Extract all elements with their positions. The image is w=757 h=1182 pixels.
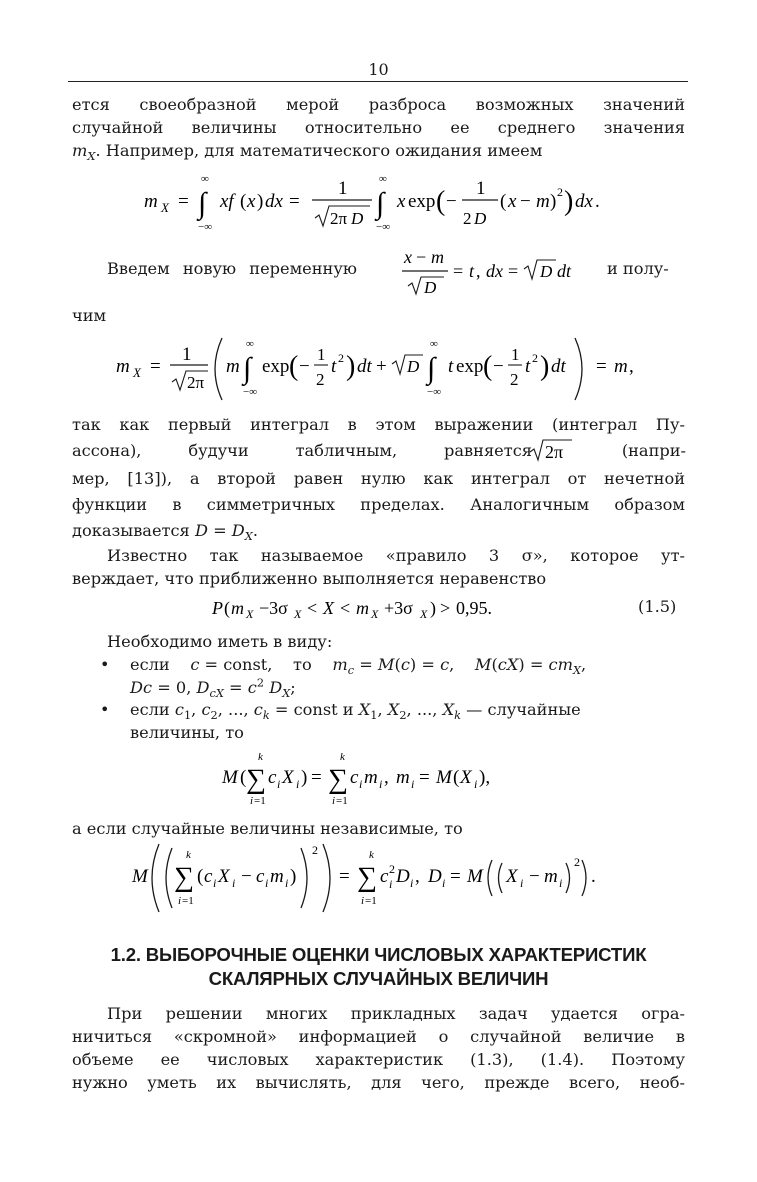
svg-text:∑: ∑ [328, 764, 348, 795]
svg-text:dx: dx [265, 191, 283, 212]
equation-number: (1.5) [638, 597, 677, 616]
svg-text:2: 2 [389, 862, 395, 876]
svg-text:i: i [474, 777, 478, 791]
svg-text:=1: =1 [182, 895, 194, 907]
svg-text:X: X [161, 200, 169, 215]
svg-text:0,95.: 0,95. [456, 598, 492, 618]
svg-text:i: i [332, 795, 336, 807]
svg-text:X: X [133, 365, 141, 380]
svg-text:i: i [285, 876, 289, 890]
svg-text:∑: ∑ [357, 862, 377, 893]
svg-text:−: − [299, 356, 310, 377]
equation-three-sigma [208, 592, 568, 624]
svg-text:t: t [331, 356, 337, 377]
svg-text:k: k [186, 849, 191, 861]
svg-text:2: 2 [574, 855, 580, 869]
text-line: ничиться «скромной» информацией о случайной величие в [72, 1027, 685, 1046]
svg-text:c: c [256, 866, 265, 887]
svg-text:=: = [419, 767, 430, 788]
text-line: $m_X$. Например, для математического ожидания имеем [72, 141, 543, 164]
svg-text:∞: ∞ [379, 173, 387, 185]
svg-text:−: − [493, 356, 504, 377]
svg-text:=: = [150, 356, 161, 377]
svg-text:(: ( [436, 186, 446, 217]
svg-text:t: t [469, 261, 475, 281]
svg-text:m: m [226, 356, 240, 377]
svg-text:=1: =1 [365, 895, 377, 907]
bullet-line: Dc = 0, $D_{cX} = c^2$ $D_X$; [130, 675, 296, 701]
svg-text:dt: dt [557, 261, 572, 281]
text-line: так как первый интеграл в этом выражении (интеграл Пу- [72, 415, 685, 434]
svg-text:M: M [436, 767, 452, 788]
svg-text:),: ), [479, 767, 491, 788]
svg-text:+: + [376, 356, 387, 377]
svg-text:i: i [410, 876, 414, 890]
svg-text:i: i [520, 876, 524, 890]
bullet-icon: • [100, 655, 110, 674]
svg-text:(: ( [224, 598, 230, 618]
svg-text:−∞: −∞ [243, 386, 258, 398]
svg-text:∑: ∑ [246, 764, 266, 795]
svg-text:(: ( [453, 767, 460, 788]
svg-text:i: i [232, 876, 236, 890]
svg-text:∞: ∞ [201, 173, 209, 185]
svg-text:−: − [520, 191, 531, 212]
svg-text:1: 1 [511, 345, 520, 364]
svg-text:D: D [428, 866, 442, 887]
text-line: верждает, что приближенно выполняется неравенство [72, 569, 547, 588]
equation-poisson [112, 334, 652, 404]
svg-text:∫: ∫ [198, 187, 207, 220]
svg-text:): ) [540, 351, 550, 382]
svg-text:−3σ: −3σ [259, 598, 288, 618]
svg-text:1: 1 [476, 178, 486, 199]
svg-text:): ) [301, 767, 308, 788]
text-line: мер, [13]), а второй равен нулю как интеграл от нечетной [72, 469, 685, 488]
svg-text:2: 2 [463, 209, 472, 228]
text-line: доказывается $D = D_X$. [72, 521, 258, 544]
svg-text:c: c [380, 866, 389, 887]
equation-expectation [140, 168, 620, 236]
svg-text:=1: =1 [336, 795, 348, 807]
text-line: Необходимо иметь в виду: [107, 632, 333, 651]
svg-text:exp: exp [262, 356, 290, 377]
svg-text:,: , [476, 261, 481, 281]
svg-text:): ) [346, 351, 356, 382]
text-line: случайной величины относительно ее среднего значения [72, 118, 685, 137]
svg-text:=: = [311, 767, 322, 788]
svg-text:=: = [596, 356, 607, 377]
svg-text:m: m [536, 191, 550, 212]
svg-text:>: > [440, 598, 451, 618]
svg-text:−∞: −∞ [198, 221, 213, 233]
svg-text:1: 1 [182, 344, 192, 365]
svg-text:xf: xf [220, 191, 234, 212]
svg-text:2π: 2π [187, 373, 205, 392]
page-number: 10 [368, 60, 389, 79]
svg-text:2: 2 [532, 351, 538, 365]
svg-text:D: D [407, 357, 420, 376]
svg-text:i: i [442, 876, 446, 890]
svg-text:2: 2 [312, 843, 318, 857]
svg-text:k: k [369, 849, 374, 861]
svg-text:∫: ∫ [427, 352, 436, 385]
equation-substitution [398, 244, 598, 300]
svg-text:): ) [564, 186, 574, 217]
text-line: Введем новую переменную [107, 259, 357, 278]
section-heading: 1.2. ВЫБОРОЧНЫЕ ОЦЕНКИ ЧИСЛОВЫХ ХАРАКТЕРИСТИК [110, 944, 647, 965]
svg-text:x: x [247, 191, 256, 212]
text-line: ется своеобразной мерой разброса возможных значений [72, 95, 685, 114]
svg-text:D: D [424, 278, 437, 297]
bullet-icon: • [100, 700, 110, 719]
svg-text:2π: 2π [330, 209, 348, 228]
svg-text:∫: ∫ [243, 352, 252, 385]
svg-text:i: i [379, 777, 383, 791]
svg-text:=: = [289, 191, 300, 212]
svg-text:i: i [265, 876, 269, 890]
svg-text:D: D [540, 262, 553, 281]
svg-text:c: c [268, 767, 277, 788]
svg-text:): ) [430, 598, 436, 618]
svg-text:1: 1 [317, 345, 326, 364]
svg-text:exp: exp [456, 356, 484, 377]
svg-text:(: ( [240, 767, 247, 788]
svg-text:=: = [508, 261, 519, 281]
svg-text:+3σ: +3σ [384, 598, 413, 618]
equation-variance-sum [128, 838, 638, 918]
svg-text:c: c [204, 866, 213, 887]
svg-text:X: X [282, 767, 294, 788]
text-line: а если случайные величины независимые, то [72, 819, 463, 838]
svg-text:−: − [241, 866, 252, 887]
svg-text:∑: ∑ [174, 862, 194, 893]
svg-text:x: x [404, 247, 412, 267]
svg-text:exp: exp [408, 191, 436, 212]
svg-text:D: D [474, 209, 487, 228]
svg-text:dx: dx [575, 191, 593, 212]
svg-text:=: = [453, 261, 464, 281]
svg-text:−: − [446, 191, 457, 212]
svg-text:k: k [340, 751, 345, 763]
svg-text:(: ( [500, 191, 507, 212]
text-line: Известно так называемое «правило 3 σ», которое ут- [107, 546, 685, 565]
text-line: нужно уметь их вычислять, для чего, прежде всего, необ- [72, 1073, 685, 1092]
svg-text:2: 2 [316, 370, 325, 389]
svg-text:X: X [294, 607, 302, 621]
svg-text:m: m [116, 356, 130, 377]
svg-text:i: i [361, 895, 365, 907]
svg-text:x: x [397, 191, 406, 212]
bullet-line: если $c_1$, $c_2$, ..., $c_k$ = const и $X_1$, $X_2$, ..., $X_k$ — случайные [130, 700, 581, 723]
svg-text:1: 1 [338, 178, 348, 199]
svg-text:): ) [550, 191, 557, 212]
svg-text:∞: ∞ [246, 338, 254, 350]
svg-text:i: i [178, 895, 182, 907]
svg-text:2: 2 [557, 185, 563, 199]
text-line: функции в симметричных пределах. Аналогичным образом [72, 495, 685, 514]
svg-text:m: m [356, 598, 369, 618]
svg-text:X: X [246, 607, 254, 621]
svg-text:=: = [339, 866, 350, 887]
svg-text:m: m [431, 247, 444, 267]
svg-text:x: x [508, 191, 517, 212]
svg-text:): ) [290, 866, 297, 887]
svg-text:D: D [351, 209, 364, 228]
svg-text:2: 2 [338, 351, 344, 365]
svg-text:i: i [296, 777, 300, 791]
svg-text:X: X [420, 607, 428, 621]
svg-text:M: M [222, 767, 238, 788]
svg-text:=1: =1 [254, 795, 266, 807]
svg-text:(: ( [289, 351, 299, 382]
text-line: При решении многих прикладных задач удается огра- [107, 1004, 685, 1023]
svg-text:): ) [257, 191, 264, 212]
svg-text:.: . [591, 866, 596, 887]
svg-text:i: i [213, 876, 217, 890]
svg-text:=: = [178, 191, 189, 212]
bullet-line: величины, то [130, 723, 244, 742]
svg-text:X: X [506, 866, 518, 887]
header-rule [68, 81, 688, 82]
section-heading: СКАЛЯРНЫХ СЛУЧАЙНЫХ ВЕЛИЧИН [208, 968, 549, 989]
text-line: ассона), будучи табличным, равняется [72, 441, 532, 460]
svg-text:∫: ∫ [376, 187, 385, 220]
svg-text:(: ( [240, 191, 247, 212]
svg-text:m: m [231, 598, 244, 618]
svg-text:i: i [389, 877, 393, 891]
svg-text:2: 2 [510, 370, 519, 389]
svg-text:,: , [384, 767, 389, 788]
svg-text:dx: dx [486, 261, 503, 281]
svg-text:2π: 2π [545, 442, 564, 462]
svg-text:=: = [450, 866, 461, 887]
svg-text:M: M [132, 866, 148, 887]
svg-text:m: m [544, 866, 558, 887]
svg-text:X: X [460, 767, 472, 788]
svg-text:.: . [595, 191, 600, 212]
svg-text:(: ( [483, 351, 493, 382]
svg-text:i: i [277, 777, 281, 791]
svg-text:k: k [258, 751, 263, 763]
svg-text:X: X [218, 866, 230, 887]
svg-text:P: P [212, 598, 223, 618]
svg-text:−∞: −∞ [376, 221, 391, 233]
svg-text:m: m [614, 356, 628, 377]
svg-text:,: , [629, 356, 634, 377]
svg-text:i: i [559, 876, 563, 890]
text-line: (напри- [621, 441, 686, 460]
svg-text:X: X [323, 598, 334, 618]
svg-text:∞: ∞ [430, 338, 438, 350]
svg-text:m: m [364, 767, 378, 788]
svg-text:dt: dt [551, 356, 566, 377]
svg-text:dt: dt [357, 356, 372, 377]
svg-text:t: t [448, 356, 454, 377]
equation-linear-sum [218, 750, 548, 812]
svg-text:<: < [340, 598, 351, 618]
svg-text:,: , [415, 866, 420, 887]
sqrt-2pi [528, 436, 578, 464]
svg-text:−∞: −∞ [427, 386, 442, 398]
svg-text:i: i [250, 795, 254, 807]
svg-text:D: D [396, 866, 410, 887]
svg-text:m: m [396, 767, 410, 788]
svg-text:<: < [307, 598, 318, 618]
svg-text:m: m [144, 191, 158, 212]
svg-text:t: t [525, 356, 531, 377]
svg-text:(: ( [197, 866, 204, 887]
math-inline: $m_X$ [72, 141, 96, 164]
svg-text:X: X [371, 607, 379, 621]
text-line: объеме ее числовых характеристик (1.3), (1.4). Поэтому [72, 1050, 685, 1069]
bullet-line: если c = const, то $m_c = M(c) = c$, $M(cX) = cm_X$, [130, 655, 587, 678]
text-line: чим [72, 306, 107, 325]
svg-text:−: − [529, 866, 540, 887]
svg-text:M: M [467, 866, 483, 887]
svg-text:i: i [411, 777, 415, 791]
svg-text:−: − [416, 247, 427, 267]
svg-text:c: c [350, 767, 359, 788]
svg-text:i: i [359, 777, 363, 791]
svg-text:m: m [270, 866, 284, 887]
text-line: и полу- [607, 259, 669, 278]
